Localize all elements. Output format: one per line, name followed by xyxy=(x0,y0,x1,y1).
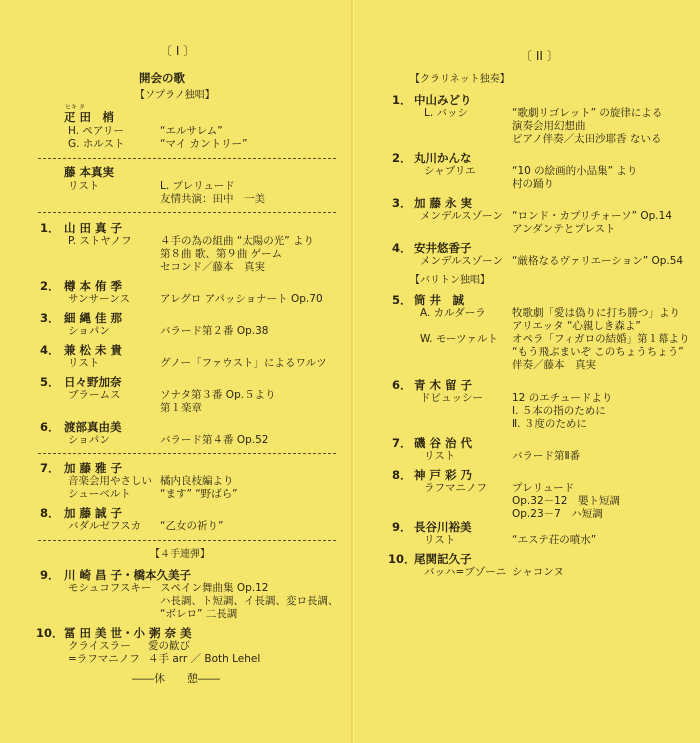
item-number: 1． xyxy=(40,221,60,235)
work: スペイン舞曲集 Op.12 xyxy=(160,582,269,594)
work: “ロンド・カプリチォーソ” Op.14 xyxy=(512,210,672,222)
work: オペラ「フィガロの結婚」第１幕より xyxy=(512,333,690,345)
performer-name: 安井悠香子 xyxy=(414,241,472,255)
item-number: 8． xyxy=(392,468,412,482)
work: 橘内良枝編より xyxy=(160,475,234,487)
item-number: 2． xyxy=(392,151,412,165)
item-number: 9． xyxy=(40,568,60,582)
performer-name: 加 藤 永 実 xyxy=(414,196,473,210)
item-number: 6． xyxy=(40,420,60,434)
performer-name: 青 木 留 子 xyxy=(414,378,473,392)
item-number: 7． xyxy=(40,461,60,475)
performer-name: 渡部真由美 xyxy=(64,420,122,434)
singer-1-name: 疋 田 梢 xyxy=(64,110,115,124)
intermission: ――休 憩―― xyxy=(132,672,220,685)
performer-name: 加 藤 雅 子 xyxy=(64,461,123,475)
performer-name: 磯 谷 治 代 xyxy=(414,436,473,450)
work: “もう飛ぶまいぞ このちょうちょう” xyxy=(512,346,684,358)
item-number: 5． xyxy=(40,375,60,389)
item-number: 7． xyxy=(392,436,412,450)
performer-name: 細 縄 佳 那 xyxy=(64,311,123,325)
item-number: 3． xyxy=(392,196,412,210)
item-number: 2． xyxy=(40,279,60,293)
composer: モシュコフスキー xyxy=(68,582,152,594)
section-title-left: 〔 I 〕 xyxy=(160,44,196,58)
performer-name: 筒 井 誠 xyxy=(414,293,465,307)
composer: クライスラー xyxy=(68,640,131,652)
singer-1-composer-1: H. ペアリー xyxy=(68,125,124,137)
work: 愛の歓び xyxy=(148,640,190,652)
item-number: 5． xyxy=(392,293,412,307)
work: “乙女の祈り” xyxy=(160,520,224,532)
composer: サンサーンス xyxy=(68,293,130,305)
composer: ショパン xyxy=(68,325,110,337)
work: “歌劇リゴレット” の旋律による xyxy=(512,107,663,119)
work: 演奏会用幻想曲 xyxy=(512,120,586,132)
work: Op.23－7 ハ短調 xyxy=(512,508,603,520)
work: 村の踊り xyxy=(512,178,554,190)
work: “エステ荘の噴水” xyxy=(512,534,597,546)
name-ruby: ヒキ タ xyxy=(65,104,85,111)
separator-2 xyxy=(38,212,336,213)
work: 第８曲 歌、第９曲 ゲーム xyxy=(160,248,283,260)
work: バラード第２番 Op.38 xyxy=(160,325,269,337)
performer-name: 冨 田 美 世・小 粥 奈 美 xyxy=(64,626,192,640)
composer: メンデルスゾーン xyxy=(420,255,503,267)
performer-name: 中山みどり xyxy=(414,93,472,107)
performer-name: 尾関記久子 xyxy=(414,552,472,566)
performer-name: 日々野加奈 xyxy=(64,375,122,389)
soprano-tag: 【ソプラノ独唱】 xyxy=(135,90,215,101)
item-number: 10． xyxy=(388,552,416,566)
clarinet-tag: 【クラリネット独奏】 xyxy=(410,74,510,85)
item-number: 6． xyxy=(392,378,412,392)
singer-1-work-2: “マイ カントリー” xyxy=(160,138,248,150)
work: ハ長調、ト短調、イ長調、変ロ長調、 xyxy=(160,595,339,607)
work: “厳格なるヴァリエーション” Op.54 xyxy=(512,255,684,267)
composer: バッハ=ブゾーニ xyxy=(424,566,507,578)
composer: シューベルト xyxy=(68,488,131,500)
work: “ます” “野ばら” xyxy=(160,488,238,500)
composer: P. ストヤノフ xyxy=(68,235,132,247)
composer: ショパン xyxy=(68,434,110,446)
separator-3 xyxy=(38,453,336,454)
item-number: 9． xyxy=(392,520,412,534)
separator-1 xyxy=(38,158,336,159)
work: “10 の絵画的小品集” より xyxy=(512,165,638,177)
singer-2-composer: リスト xyxy=(68,180,100,192)
performer-name: 神 戸 彩 乃 xyxy=(414,468,473,482)
item-number: 3． xyxy=(40,311,60,325)
work: “ボレロ” 二長調 xyxy=(160,608,238,620)
composer: W. モーツァルト xyxy=(420,333,498,345)
item-number: 8． xyxy=(40,506,60,520)
item-number: 4． xyxy=(392,241,412,255)
composer: A. カルダーラ xyxy=(420,307,486,319)
composer: ラフマニノフ xyxy=(424,482,487,494)
work: Op.32－12 嬰ト短調 xyxy=(512,495,620,507)
work: 12 のエチュードより xyxy=(512,392,613,404)
work: バラード第Ⅱ番 xyxy=(512,450,581,462)
performer-name: 川 崎 昌 子・橋本久美子 xyxy=(64,568,192,582)
composer: =ラフマニノフ xyxy=(68,653,140,665)
opening-song: 開会の歌 xyxy=(139,71,185,85)
performer-name: 山 田 真 子 xyxy=(64,221,123,235)
work: アリエッタ “心親しき森よ” xyxy=(512,320,641,332)
composer: リスト xyxy=(424,450,456,462)
performer-name: 丸川かんな xyxy=(414,151,472,165)
work: アレグロ アパッショナート Op.70 xyxy=(160,293,323,305)
separator-4 xyxy=(38,540,336,541)
four-hands-tag: 【４手連弾】 xyxy=(150,549,210,560)
composer: ドビュッシー xyxy=(420,392,483,404)
performer-name: 長谷川裕美 xyxy=(414,520,472,534)
fold-highlight xyxy=(353,0,354,743)
section-title-right: 〔 II 〕 xyxy=(520,49,559,63)
work: 第１楽章 xyxy=(160,402,202,414)
singer-2-name: 藤 本真実 xyxy=(64,165,115,179)
work: Ⅰ. ５本の指のために xyxy=(512,405,606,417)
work: プレリュード xyxy=(512,482,575,494)
work: ４手 arr ／ Both Lehel xyxy=(148,653,261,665)
singer-2-note: 友情共演：田中 一美 xyxy=(160,193,265,205)
work: ソナタ第３番 Op.５より xyxy=(160,389,276,401)
composer: メンデルスゾーン xyxy=(420,210,503,222)
work: ピアノ伴奏／太田沙耶香 ないる xyxy=(512,133,662,145)
work: グノー「ファウスト」によるワルツ xyxy=(160,357,327,369)
composer: バダルゼフスカ xyxy=(68,520,142,532)
singer-1-composer-2: G. ホルスト xyxy=(68,138,125,150)
performer-name: 樽 本 侑 季 xyxy=(64,279,123,293)
baritone-tag: 【バリトン独唱】 xyxy=(410,275,490,286)
singer-1-work-1: “エルサレム” xyxy=(160,125,223,137)
composer: リスト xyxy=(68,357,100,369)
item-number: 10． xyxy=(36,626,64,640)
item-number: 1． xyxy=(392,93,412,107)
composer: リスト xyxy=(424,534,456,546)
work: シャコンヌ xyxy=(512,566,564,578)
work: 牧歌劇「愛は偽りに打ち勝つ」より xyxy=(512,307,680,319)
work: セコンド／藤本 真実 xyxy=(160,261,265,273)
singer-2-work: L. プレリュード xyxy=(160,180,235,192)
work: ４手の為の組曲 “太陽の光” より xyxy=(160,235,315,247)
work: アンダンテとプレスト xyxy=(512,223,616,235)
composer: シャブリエ xyxy=(424,165,476,177)
work: バラード第４番 Op.52 xyxy=(160,434,269,446)
work: Ⅱ. ３度のために xyxy=(512,418,587,430)
composer: 音楽会用やさしい xyxy=(68,475,152,487)
performer-name: 加 藤 誠 子 xyxy=(64,506,123,520)
item-number: 4． xyxy=(40,343,60,357)
composer: L. バッシ xyxy=(424,107,469,119)
composer: ブラームス xyxy=(68,389,121,401)
work: 伴奏／藤本 真実 xyxy=(512,359,596,371)
performer-name: 兼 松 未 貴 xyxy=(64,343,123,357)
